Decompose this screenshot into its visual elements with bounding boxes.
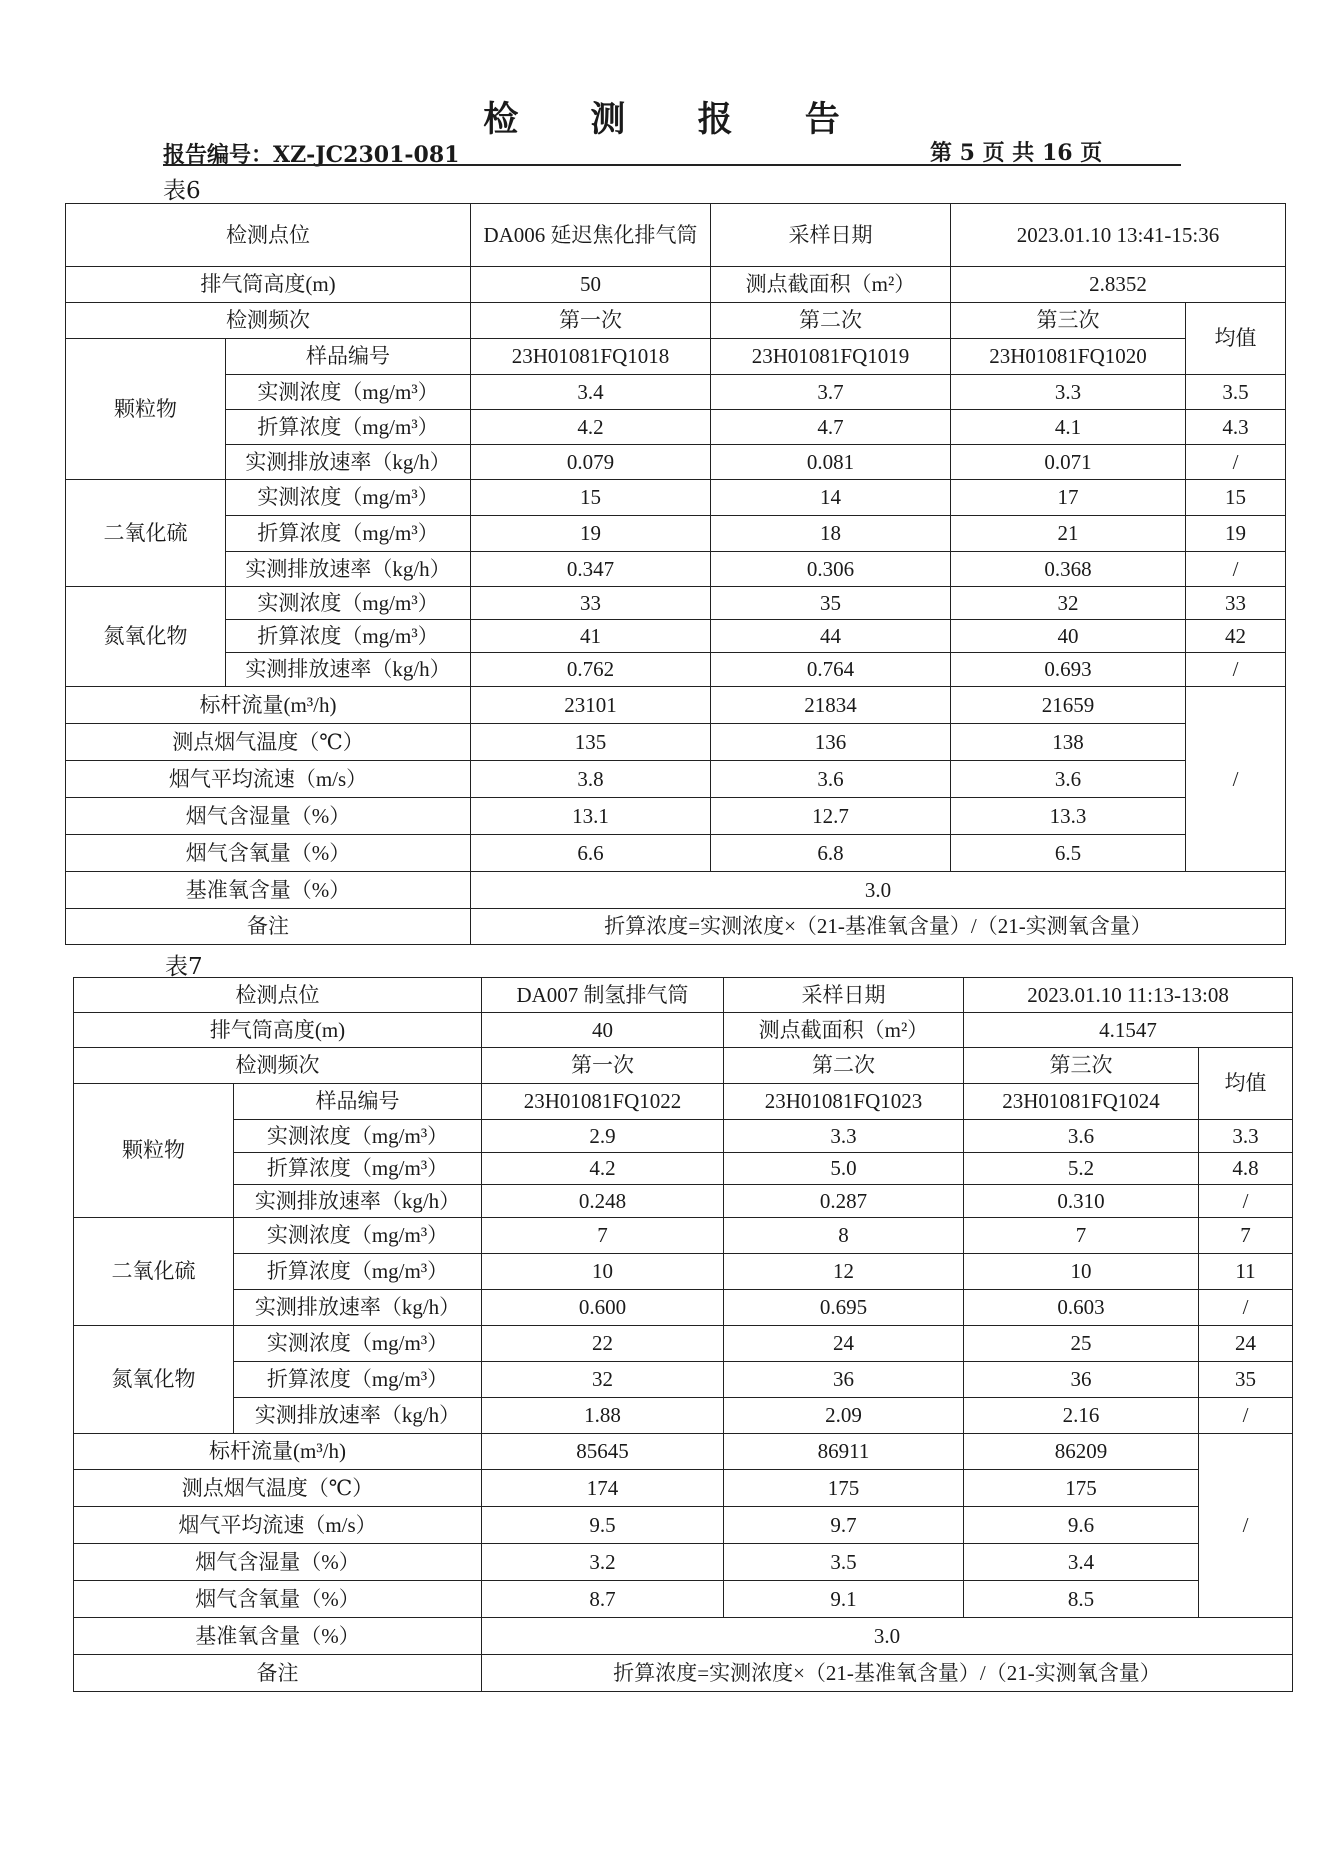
cell: 135 xyxy=(471,724,711,761)
cell: 21834 xyxy=(711,687,951,724)
table-row xyxy=(66,687,1286,724)
cell: 11 xyxy=(1199,1254,1293,1290)
cell: 0.762 xyxy=(471,653,711,687)
emission-rate-label: 实测排放速率（kg/h） xyxy=(234,1398,482,1434)
table-row xyxy=(66,835,1286,872)
cell: 23H01081FQ1018 xyxy=(471,339,711,375)
table-row xyxy=(66,724,1286,761)
cell: 4.1 xyxy=(951,410,1186,445)
cell: 9.6 xyxy=(964,1507,1199,1544)
sample-date-value: 2023.01.10 11:13-13:08 xyxy=(964,978,1293,1013)
cell: 3.3 xyxy=(724,1120,964,1153)
emission-rate-label: 实测排放速率（kg/h） xyxy=(226,653,471,687)
cross-section-value: 4.1547 xyxy=(964,1013,1293,1048)
table-row xyxy=(74,1362,1293,1398)
first-label: 第一次 xyxy=(471,303,711,339)
mean-label: 均值 xyxy=(1186,303,1286,375)
remarks-label: 备注 xyxy=(66,909,471,945)
cell: 35 xyxy=(1199,1362,1293,1398)
cell: 7 xyxy=(964,1218,1199,1254)
stack-height-value: 50 xyxy=(471,267,711,303)
cell: 22 xyxy=(482,1326,724,1362)
cell: 3.3 xyxy=(1199,1120,1293,1153)
moisture-label: 烟气含湿量（%） xyxy=(74,1544,482,1581)
measured-conc-label: 实测浓度（mg/m³） xyxy=(226,375,471,410)
table6-row-stack xyxy=(66,267,1286,303)
measured-conc-label: 实测浓度（mg/m³） xyxy=(234,1326,482,1362)
param-mean: / xyxy=(1199,1434,1293,1618)
cell: 9.5 xyxy=(482,1507,724,1544)
cell: 0.079 xyxy=(471,445,711,480)
table-row xyxy=(74,1326,1293,1362)
cell: 23H01081FQ1020 xyxy=(951,339,1186,375)
converted-conc-label: 折算浓度（mg/m³） xyxy=(234,1362,482,1398)
table-row xyxy=(74,1581,1293,1618)
table-row xyxy=(74,1290,1293,1326)
converted-conc-label: 折算浓度（mg/m³） xyxy=(234,1153,482,1185)
cell: 0.693 xyxy=(951,653,1186,687)
cell: 24 xyxy=(724,1326,964,1362)
cell: 14 xyxy=(711,480,951,516)
ref-oxygen-value: 3.0 xyxy=(482,1618,1293,1655)
cell: 41 xyxy=(471,620,711,653)
cell: 32 xyxy=(951,587,1186,620)
table-row xyxy=(74,1398,1293,1434)
cell: 40 xyxy=(951,620,1186,653)
cell: 4.2 xyxy=(471,410,711,445)
cell: 3.6 xyxy=(964,1120,1199,1153)
cell: / xyxy=(1186,445,1286,480)
cell: 24 xyxy=(1199,1326,1293,1362)
table-row xyxy=(74,1470,1293,1507)
sample-no-label: 样品编号 xyxy=(234,1084,482,1120)
cell: 23H01081FQ1024 xyxy=(964,1084,1199,1120)
cell: 12 xyxy=(724,1254,964,1290)
cell: 0.310 xyxy=(964,1185,1199,1218)
table6-label: 表6 xyxy=(163,178,201,204)
cell: 0.248 xyxy=(482,1185,724,1218)
frequency-label: 检测频次 xyxy=(66,303,471,339)
sample-date-value: 2023.01.10 13:41-15:36 xyxy=(951,204,1286,267)
oxygen-label: 烟气含氧量（%） xyxy=(74,1581,482,1618)
table-row xyxy=(66,480,1286,516)
cell: 0.306 xyxy=(711,552,951,587)
cell: 4.2 xyxy=(482,1153,724,1185)
cell: 2.9 xyxy=(482,1120,724,1153)
mean-label: 均值 xyxy=(1199,1048,1293,1120)
flue-temp-label: 测点烟气温度（℃） xyxy=(74,1470,482,1507)
cell: 3.3 xyxy=(951,375,1186,410)
cell: 5.0 xyxy=(724,1153,964,1185)
cell: 23H01081FQ1023 xyxy=(724,1084,964,1120)
cell: 2.16 xyxy=(964,1398,1199,1434)
cell: 21 xyxy=(951,516,1186,552)
cell: 36 xyxy=(724,1362,964,1398)
particulate-label: 颗粒物 xyxy=(74,1084,234,1218)
cell: 23101 xyxy=(471,687,711,724)
cell: 33 xyxy=(471,587,711,620)
table7-row-stack xyxy=(74,1013,1293,1048)
nox-label: 氮氧化物 xyxy=(66,587,226,687)
emission-rate-label: 实测排放速率（kg/h） xyxy=(234,1185,482,1218)
ref-oxygen-value: 3.0 xyxy=(471,872,1286,909)
third-label: 第三次 xyxy=(951,303,1186,339)
cell: 19 xyxy=(1186,516,1286,552)
cell: 6.6 xyxy=(471,835,711,872)
cell: 0.603 xyxy=(964,1290,1199,1326)
table-row xyxy=(74,1544,1293,1581)
measured-conc-label: 实测浓度（mg/m³） xyxy=(234,1218,482,1254)
cell: 7 xyxy=(1199,1218,1293,1254)
table7 xyxy=(73,977,1293,1692)
sample-no-label: 样品编号 xyxy=(226,339,471,375)
table-row xyxy=(66,410,1286,445)
cell: / xyxy=(1199,1290,1293,1326)
cell: 0.347 xyxy=(471,552,711,587)
table6-row-frequency xyxy=(66,303,1286,339)
cell: 0.071 xyxy=(951,445,1186,480)
first-label: 第一次 xyxy=(482,1048,724,1084)
cell: 3.8 xyxy=(471,761,711,798)
table-row xyxy=(66,375,1286,410)
location-value: DA006 延迟焦化排气筒 xyxy=(471,204,711,267)
table-row xyxy=(66,587,1286,620)
cell: 21659 xyxy=(951,687,1186,724)
cross-section-value: 2.8352 xyxy=(951,267,1286,303)
cell: 36 xyxy=(964,1362,1199,1398)
cell: 3.4 xyxy=(964,1544,1199,1581)
cell: 10 xyxy=(482,1254,724,1290)
cell: 0.368 xyxy=(951,552,1186,587)
cell: 0.764 xyxy=(711,653,951,687)
table-row xyxy=(66,653,1286,687)
table6 xyxy=(65,203,1286,945)
converted-conc-label: 折算浓度（mg/m³） xyxy=(226,516,471,552)
std-flow-label: 标杆流量(m³/h) xyxy=(74,1434,482,1470)
cell: 3.5 xyxy=(1186,375,1286,410)
frequency-label: 检测频次 xyxy=(74,1048,482,1084)
table-row xyxy=(66,552,1286,587)
cell: 8.5 xyxy=(964,1581,1199,1618)
cell: 3.6 xyxy=(711,761,951,798)
cell: 5.2 xyxy=(964,1153,1199,1185)
second-label: 第二次 xyxy=(711,303,951,339)
table-row xyxy=(74,1153,1293,1185)
flue-velocity-label: 烟气平均流速（m/s） xyxy=(66,761,471,798)
cell: 42 xyxy=(1186,620,1286,653)
table6-row-location xyxy=(66,204,1286,267)
location-value: DA007 制氢排气筒 xyxy=(482,978,724,1013)
cell: 1.88 xyxy=(482,1398,724,1434)
cell: 4.8 xyxy=(1199,1153,1293,1185)
ref-oxygen-label: 基准氧含量（%） xyxy=(74,1618,482,1655)
moisture-label: 烟气含湿量（%） xyxy=(66,798,471,835)
std-flow-label: 标杆流量(m³/h) xyxy=(66,687,471,724)
cell: 4.7 xyxy=(711,410,951,445)
cell: 85645 xyxy=(482,1434,724,1470)
remarks-value: 折算浓度=实测浓度×（21-基准氧含量）/（21-实测氧含量） xyxy=(471,909,1286,945)
table-row xyxy=(74,1254,1293,1290)
cell: / xyxy=(1186,552,1286,587)
cell: 86209 xyxy=(964,1434,1199,1470)
table-row xyxy=(74,1655,1293,1692)
so2-label: 二氧化硫 xyxy=(74,1218,234,1326)
param-mean: / xyxy=(1186,687,1286,872)
table-row xyxy=(66,909,1286,945)
measured-conc-label: 实测浓度（mg/m³） xyxy=(234,1120,482,1153)
table7-row-sample-no xyxy=(74,1084,1293,1120)
sample-date-label: 采样日期 xyxy=(724,978,964,1013)
cell: 3.5 xyxy=(724,1544,964,1581)
table-row xyxy=(66,620,1286,653)
cell: 2.09 xyxy=(724,1398,964,1434)
cell: 136 xyxy=(711,724,951,761)
nox-label: 氮氧化物 xyxy=(74,1326,234,1434)
table-row xyxy=(66,872,1286,909)
cross-section-label: 测点截面积（m²） xyxy=(724,1013,964,1048)
remarks-value: 折算浓度=实测浓度×（21-基准氧含量）/（21-实测氧含量） xyxy=(482,1655,1293,1692)
cell: / xyxy=(1199,1185,1293,1218)
particulate-label: 颗粒物 xyxy=(66,339,226,480)
table-row xyxy=(74,1120,1293,1153)
cell: 9.7 xyxy=(724,1507,964,1544)
cell: 3.2 xyxy=(482,1544,724,1581)
cell: 15 xyxy=(1186,480,1286,516)
measured-conc-label: 实测浓度（mg/m³） xyxy=(226,587,471,620)
cell: 0.600 xyxy=(482,1290,724,1326)
flue-temp-label: 测点烟气温度（℃） xyxy=(66,724,471,761)
table-row xyxy=(74,1185,1293,1218)
second-label: 第二次 xyxy=(724,1048,964,1084)
cell: 7 xyxy=(482,1218,724,1254)
header-divider xyxy=(163,164,1181,166)
converted-conc-label: 折算浓度（mg/m³） xyxy=(234,1254,482,1290)
remarks-label: 备注 xyxy=(74,1655,482,1692)
cell: 86911 xyxy=(724,1434,964,1470)
stack-height-label: 排气筒高度(m) xyxy=(66,267,471,303)
location-label: 检测点位 xyxy=(74,978,482,1013)
table7-row-frequency xyxy=(74,1048,1293,1084)
cell: 8 xyxy=(724,1218,964,1254)
cell: 44 xyxy=(711,620,951,653)
cell: 0.287 xyxy=(724,1185,964,1218)
report-number: 报告编号：XZ-JC2301-081 xyxy=(163,142,460,168)
cell: 35 xyxy=(711,587,951,620)
cell: 0.081 xyxy=(711,445,951,480)
cell: 10 xyxy=(964,1254,1199,1290)
third-label: 第三次 xyxy=(964,1048,1199,1084)
cell: / xyxy=(1199,1398,1293,1434)
converted-conc-label: 折算浓度（mg/m³） xyxy=(226,410,471,445)
sample-date-label: 采样日期 xyxy=(711,204,951,267)
cell: 18 xyxy=(711,516,951,552)
oxygen-label: 烟气含氧量（%） xyxy=(66,835,471,872)
table-row xyxy=(66,798,1286,835)
cell: / xyxy=(1186,653,1286,687)
cell: 25 xyxy=(964,1326,1199,1362)
converted-conc-label: 折算浓度（mg/m³） xyxy=(226,620,471,653)
cell: 0.695 xyxy=(724,1290,964,1326)
cell: 6.8 xyxy=(711,835,951,872)
cell: 4.3 xyxy=(1186,410,1286,445)
table7-row-location xyxy=(74,978,1293,1013)
cell: 3.4 xyxy=(471,375,711,410)
cell: 17 xyxy=(951,480,1186,516)
table6-row-sample-no xyxy=(66,339,1286,375)
cell: 12.7 xyxy=(711,798,951,835)
report-title: 检 测 报 告 xyxy=(483,99,870,140)
page-info: 第 5 页 共 16 页 xyxy=(930,140,1103,166)
cell: 8.7 xyxy=(482,1581,724,1618)
cross-section-label: 测点截面积（m²） xyxy=(711,267,951,303)
emission-rate-label: 实测排放速率（kg/h） xyxy=(226,552,471,587)
emission-rate-label: 实测排放速率（kg/h） xyxy=(234,1290,482,1326)
table7-label: 表7 xyxy=(165,954,203,980)
cell: 3.7 xyxy=(711,375,951,410)
cell: 175 xyxy=(964,1470,1199,1507)
cell: 23H01081FQ1022 xyxy=(482,1084,724,1120)
table-row xyxy=(66,516,1286,552)
stack-height-value: 40 xyxy=(482,1013,724,1048)
cell: 13.1 xyxy=(471,798,711,835)
cell: 9.1 xyxy=(724,1581,964,1618)
cell: 32 xyxy=(482,1362,724,1398)
flue-velocity-label: 烟气平均流速（m/s） xyxy=(74,1507,482,1544)
cell: 33 xyxy=(1186,587,1286,620)
cell: 138 xyxy=(951,724,1186,761)
table-row xyxy=(66,761,1286,798)
so2-label: 二氧化硫 xyxy=(66,480,226,587)
cell: 6.5 xyxy=(951,835,1186,872)
table-row xyxy=(74,1434,1293,1470)
measured-conc-label: 实测浓度（mg/m³） xyxy=(226,480,471,516)
cell: 13.3 xyxy=(951,798,1186,835)
table-row xyxy=(74,1507,1293,1544)
cell: 174 xyxy=(482,1470,724,1507)
cell: 175 xyxy=(724,1470,964,1507)
cell: 3.6 xyxy=(951,761,1186,798)
location-label: 检测点位 xyxy=(66,204,471,267)
table-row xyxy=(66,445,1286,480)
table-row xyxy=(74,1218,1293,1254)
cell: 23H01081FQ1019 xyxy=(711,339,951,375)
table-row xyxy=(74,1618,1293,1655)
cell: 19 xyxy=(471,516,711,552)
emission-rate-label: 实测排放速率（kg/h） xyxy=(226,445,471,480)
stack-height-label: 排气筒高度(m) xyxy=(74,1013,482,1048)
ref-oxygen-label: 基准氧含量（%） xyxy=(66,872,471,909)
cell: 15 xyxy=(471,480,711,516)
